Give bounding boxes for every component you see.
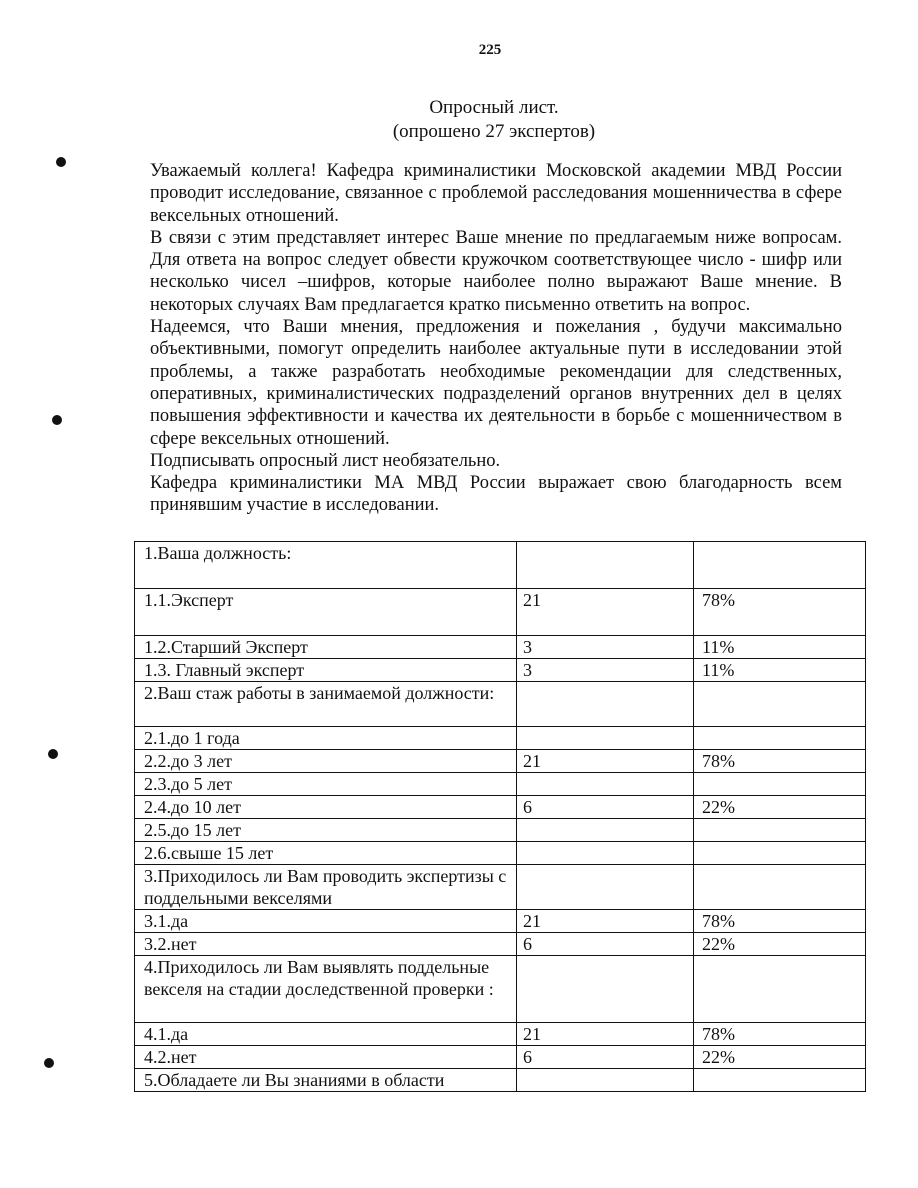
row-percent: 22% (694, 796, 866, 819)
survey-table (134, 541, 866, 1092)
table-row (135, 1069, 866, 1092)
table-row (135, 842, 866, 865)
row-label: 2.5.до 15 лет (135, 819, 517, 842)
row-percent: 22% (694, 1046, 866, 1069)
row-count (517, 1069, 694, 1092)
intro-paragraph: В связи с этим представляет интерес Ваше мнение по предлагаемым ниже вопросам. Для ответа на вопрос следует обвести кружочком соответствующее число - шифр или несколько чисел –шифров, которые наиболее полно выражают Ваше мнение. В некоторых случаях Вам предлагается кратко письменно ответить на вопрос. (150, 227, 842, 315)
row-count (517, 956, 694, 1023)
table-row (135, 910, 866, 933)
intro-text (150, 160, 842, 517)
margin-mark (44, 1058, 54, 1068)
row-percent (694, 773, 866, 796)
row-count (517, 819, 694, 842)
row-label: 1.1.Эксперт (135, 589, 517, 636)
margin-mark (52, 415, 62, 425)
row-percent (694, 1069, 866, 1092)
row-label: 4.1.да (135, 1023, 517, 1046)
row-count (517, 773, 694, 796)
table-row (135, 659, 866, 682)
row-count: 6 (517, 796, 694, 819)
row-label: 4.Приходилось ли Вам выявлять поддельные векселя на стадии доследственной проверки : (135, 956, 517, 1023)
row-count: 6 (517, 933, 694, 956)
row-percent: 78% (694, 589, 866, 636)
row-count (517, 865, 694, 910)
row-percent: 11% (694, 636, 866, 659)
intro-paragraph: Подписывать опросный лист необязательно. (150, 450, 501, 471)
table-row (135, 589, 866, 636)
row-label: 2.1.до 1 года (135, 727, 517, 750)
row-percent (694, 682, 866, 727)
row-percent (694, 542, 866, 589)
margin-mark (48, 749, 58, 759)
row-label: 5.Обладаете ли Вы знаниями в области (135, 1069, 517, 1092)
row-count: 3 (517, 636, 694, 659)
row-label: 2.2.до 3 лет (135, 750, 517, 773)
table-row (135, 956, 866, 1023)
row-label: 3.Приходилось ли Вам проводить экспертизы с поддельными векселями (135, 865, 517, 910)
row-count (517, 727, 694, 750)
row-label: 2.Ваш стаж работы в занимаемой должности: (135, 682, 517, 727)
intro-paragraph: Надеемся, что Ваши мнения, предложения и пожелания , будучи максимально объективными, помогут определить наиболее актуальные пути в исследовании этой проблемы, а также разработать необходимые рекомендации для следственных, оперативных, криминалистических подразделений органов внутренних дел в целях повышения эффективности и качества их деятельности в борьбе с мошенничеством в сфере вексельных отношений. (150, 317, 842, 449)
row-count: 21 (517, 589, 694, 636)
row-percent: 78% (694, 910, 866, 933)
table-row (135, 1023, 866, 1046)
row-label: 1.Ваша должность: (135, 542, 517, 589)
row-percent (694, 865, 866, 910)
page-subtitle: (опрошено 27 экспертов) (392, 121, 596, 142)
page-number: 225 (478, 42, 502, 58)
title-block (0, 96, 918, 144)
row-label: 1.2.Старший Эксперт (135, 636, 517, 659)
row-count: 21 (517, 910, 694, 933)
table-row (135, 636, 866, 659)
row-label: 1.3. Главный эксперт (135, 659, 517, 682)
row-label: 3.1.да (135, 910, 517, 933)
page-title: Опросный лист. (429, 97, 559, 118)
row-label: 2.6.свыше 15 лет (135, 842, 517, 865)
row-label: 4.2.нет (135, 1046, 517, 1069)
row-count: 21 (517, 1023, 694, 1046)
intro-paragraph: Кафедра криминалистики МА МВД России выражает свою благодарность всем принявшим участие в исследовании. (150, 473, 842, 516)
row-percent (694, 727, 866, 750)
row-count (517, 682, 694, 727)
table-row (135, 727, 866, 750)
row-label: 3.2.нет (135, 933, 517, 956)
margin-mark (56, 157, 66, 167)
table-row (135, 542, 866, 589)
table-row (135, 682, 866, 727)
intro-paragraph: Уважаемый коллега! Кафедра криминалистики Московской академии МВД России проводит исследование, связанное с проблемой расследования мошенничества в сфере вексельных отношений. (150, 161, 842, 226)
row-count: 21 (517, 750, 694, 773)
row-label: 2.3.до 5 лет (135, 773, 517, 796)
row-count (517, 842, 694, 865)
table-row (135, 773, 866, 796)
table-row (135, 796, 866, 819)
row-count (517, 542, 694, 589)
table-row (135, 750, 866, 773)
table-row (135, 1046, 866, 1069)
row-count: 3 (517, 659, 694, 682)
table-row (135, 865, 866, 910)
row-percent: 78% (694, 750, 866, 773)
row-percent (694, 819, 866, 842)
row-percent: 78% (694, 1023, 866, 1046)
row-percent: 11% (694, 659, 866, 682)
row-percent (694, 842, 866, 865)
table-row (135, 933, 866, 956)
row-count: 6 (517, 1046, 694, 1069)
table-row (135, 819, 866, 842)
row-percent (694, 956, 866, 1023)
row-label: 2.4.до 10 лет (135, 796, 517, 819)
row-percent: 22% (694, 933, 866, 956)
